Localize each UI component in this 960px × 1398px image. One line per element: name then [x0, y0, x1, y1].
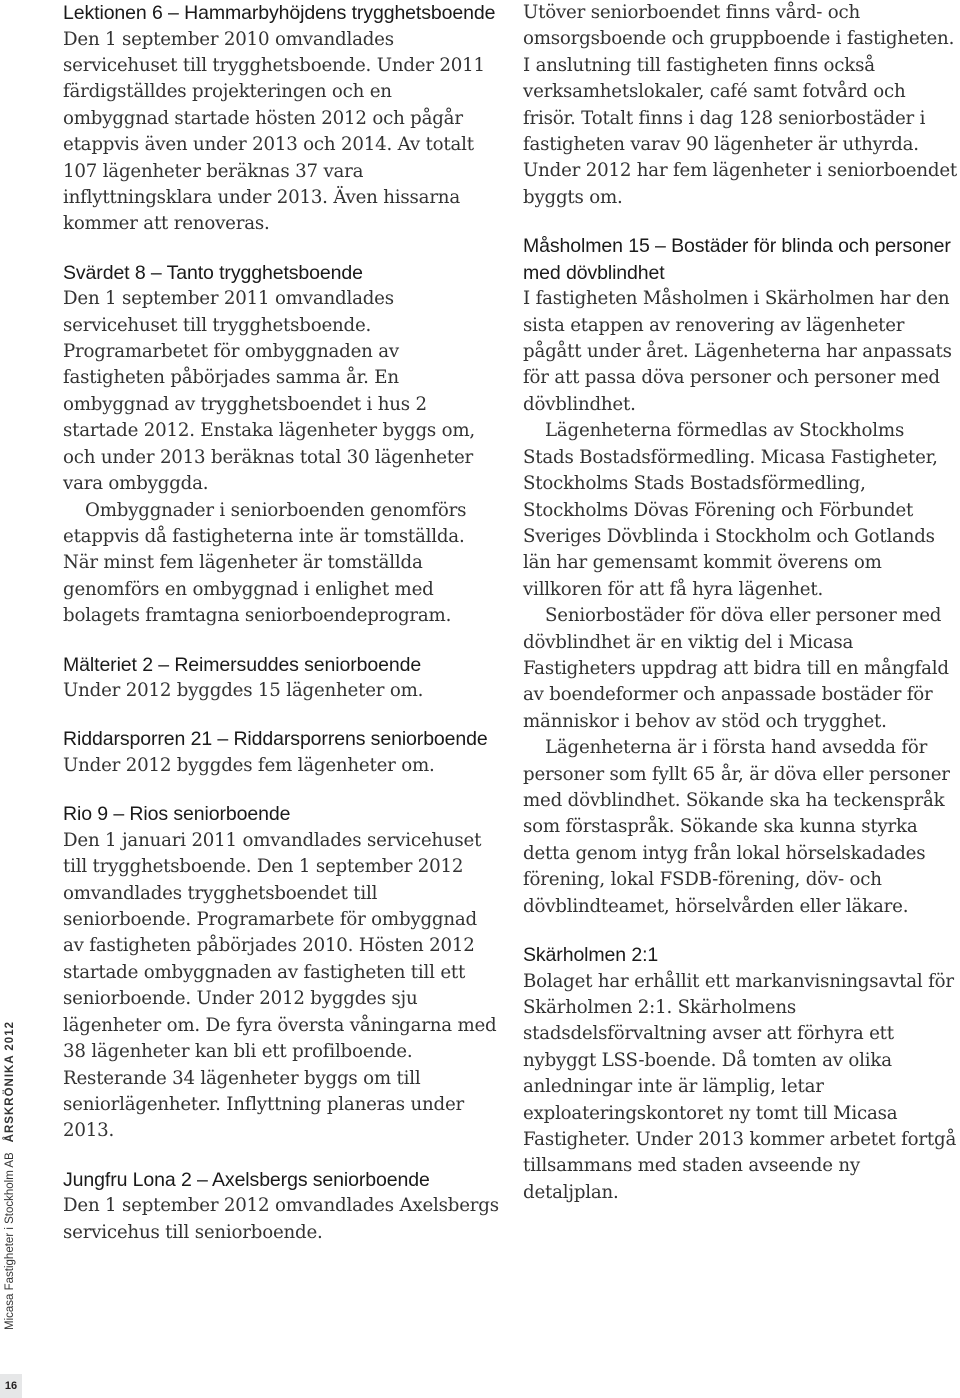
report-title: ÅRSKRÖNIKA 2012	[4, 1021, 16, 1143]
section-masholmen	[523, 233, 960, 920]
paragraph: Under 2012 byggdes 15 lägenheter om.	[63, 680, 424, 702]
sidebar-caption	[0, 930, 20, 1330]
page-number: 16	[0, 1374, 22, 1398]
section-hammarbyhojden	[63, 0, 503, 238]
paragraph: Den 1 september 2010 omvandlades servicehuset till trygghetsboende. Under 2011 färdigställdes projekteringen och en ombyggnad startade hösten 2012 och pågår etappvis även under 2013 och 2014. Av totalt 107 lägenheter beräknas 37 vara inflyttningsklara under 2013. Även hissarna kommer att renoveras.	[63, 28, 485, 235]
section-heading: Riddarsporren 21 – Riddarsporrens seniorboende	[63, 728, 488, 751]
right-column	[523, 0, 960, 1206]
publisher-name: Micasa Fastigheter i Stockholm AB	[4, 1152, 16, 1330]
section-heading: Mälteriet 2 – Reimersuddes seniorboende	[63, 653, 422, 676]
section-svardet	[63, 260, 503, 630]
section-heading: Svärdet 8 – Tanto trygghetsboende	[63, 261, 363, 284]
paragraph: Lägenheterna förmedlas av Stockholms Stads Bostadsförmedling. Micasa Fastigheter, Stockholms Stads Bostadsförmedling, Stockholms Dövas Förening och Förbundet Sveriges Dövblinda i Stockholm och Gotlands län har gemensamt kommit överens om villkoren för att få hyra lägenhet.	[523, 420, 938, 600]
section-heading: Måsholmen 15 – Bostäder för blinda och personer med dövblindhet	[523, 235, 951, 284]
section-heading: Rio 9 – Rios seniorboende	[63, 803, 291, 826]
left-column	[63, 0, 503, 1246]
section-heading: Lektionen 6 – Hammarbyhöjdens trygghetsboende	[63, 2, 496, 24]
paragraph: Den 1 september 2012 omvandlades Axelsbergs servicehus till seniorboende.	[63, 1195, 499, 1243]
section-heading: Jungfru Lona 2 – Axelsbergs seniorboende	[63, 1168, 430, 1191]
paragraph: Seniorbostäder för döva eller personer med dövblindhet är en viktig del i Micasa Fastigheters uppdrag att bidra till en mångfald av boendeformer och anpassade bostäder för människor i behov av stöd och trygghet.	[523, 605, 949, 732]
section-heading: Skärholmen 2:1	[523, 944, 659, 966]
section-jungfru-lona	[63, 1167, 503, 1246]
paragraph: Den 1 september 2011 omvandlades servicehuset till trygghetsboende. Programarbetet för ombyggnaden av fastigheten påbörjades samma år. En ombyggnad av trygghetsboendet i hus 2 startade 2012. Enstaka lägenheter byggs om, och under 2013 beräknas total 30 lägenheter vara ombyggda.	[63, 288, 475, 495]
paragraph: I fastigheten Måsholmen i Skärholmen har den sista etappen av renovering av lägenheter pågått under året. Lägenheterna har anpassats för att passa döva personer och personer med dövblindhet.	[523, 288, 952, 415]
paragraph: Bolaget har erhållit ett markanvisningsavtal för Skärholmen 2:1. Skärholmens stadsdelsförvaltning avser att förhyra ett nybyggt LSS-boende. Då tomten av olika anledningar inte är lämplig, letar exploateringskontoret ny tomt till Micasa Fastigheter. Under 2013 kommer arbetet fortgå tillsammans med staden avseende ny detaljplan.	[523, 970, 957, 1203]
section-skarholmen	[523, 942, 960, 1206]
paragraph: Lägenheterna är i första hand avsedda för personer som fyllt 65 år, är döva eller personer med dövblindhet. Sökande ska ha teckenspråk som förstaspråk. Sökande ska kunna styrka detta genom intyg från lokal hörselskadades förening, lokal FSDB-förening, döv- och dövblindteamet, hörselvården eller läkare.	[523, 737, 950, 917]
section-riddarsporren	[63, 726, 503, 779]
intro-paragraph: Utöver seniorboendet finns vård- och omsorgsboende och gruppboende i fastigheten. I anslutning till fastigheten finns också verksamhetslokaler, café samt fotvård och frisör. Totalt finns i dag 128 seniorbostäder i fastigheten varav 90 lägenheter är uthyrda. Under 2012 har fem lägenheter i seniorboendet byggts om.	[523, 2, 958, 208]
section-rio	[63, 801, 503, 1144]
paragraph: Den 1 januari 2011 omvandlades servicehuset till trygghetsboende. Den 1 september 2012 omvandlades trygghetsboendet till seniorboende. Programarbete för ombyggnad av fastigheten påbörjades 2010. Hösten 2012 startade ombyggnaden av fastigheten till ett seniorboende. Under 2012 byggdes sju lägenheter om. De fyra översta våningarna med 38 lägenheter kan bli ett profilboende. Resterande 34 lägenheter byggs om till seniorlägenheter. Inflyttning planeras under 2013.	[63, 829, 497, 1142]
section-malteriet	[63, 652, 503, 705]
paragraph: Under 2012 byggdes fem lägenheter om.	[63, 754, 435, 776]
paragraph: Ombyggnader i seniorboenden genomförs etappvis då fastigheterna inte är tomställda. När minst fem lägenheter är tomställda genomförs en ombyggnad i enlighet med bolagets framtagna seniorboendeprogram.	[63, 499, 467, 627]
